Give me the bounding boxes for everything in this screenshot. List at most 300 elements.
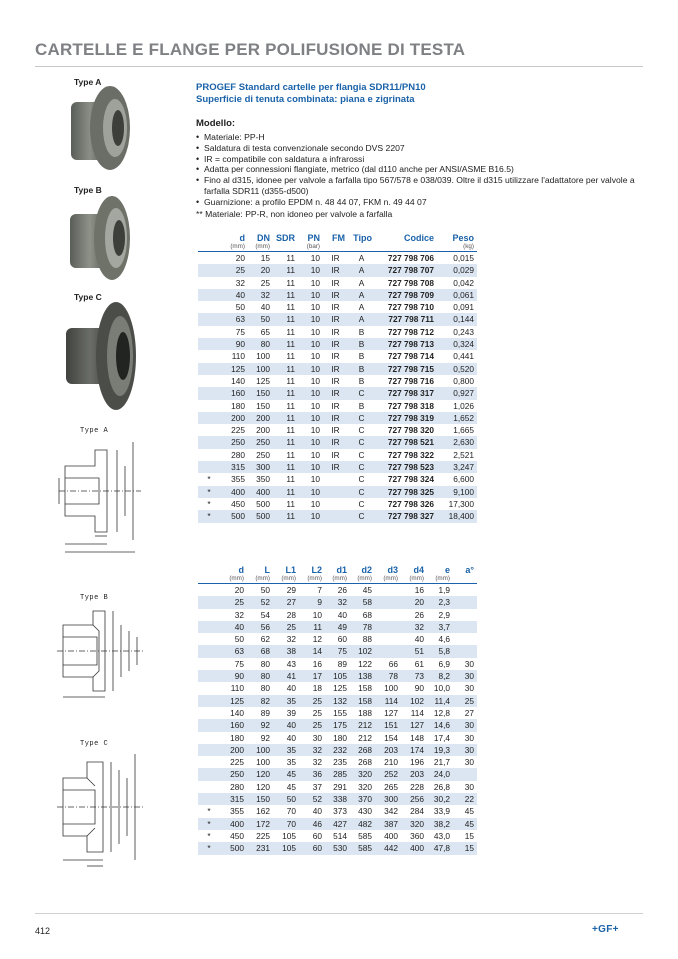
- cell-d2: 188: [358, 707, 372, 718]
- footer-divider: [35, 913, 643, 914]
- table-row: [198, 313, 477, 325]
- cell-l: 52: [247, 596, 273, 608]
- cell-tipo: A: [348, 289, 375, 301]
- cell-tipo: B: [358, 326, 365, 337]
- cell-d4: 360: [410, 830, 424, 841]
- cell-tipo: A: [348, 313, 375, 325]
- feature-item: • Fino al d315, idonee per valvole a farfalla tipo 567/578 e 038/039. Oltre il d315 utilizzare l'adattatore per valvole a farfalla SDR11 (d355-d500): [196, 175, 636, 197]
- cell-fm: IR: [331, 449, 340, 460]
- cell-d2: 122: [358, 658, 372, 669]
- cell-d1: 40: [337, 609, 347, 620]
- cell-sdr: 11: [273, 436, 298, 448]
- cell-l1: 45: [286, 781, 296, 792]
- cell-e: 17,4: [433, 732, 450, 743]
- table-row: [198, 363, 477, 375]
- cell-l1: 41: [273, 670, 299, 682]
- cell-l2: 52: [299, 793, 325, 805]
- cell-a: [453, 584, 477, 597]
- cell-d4: 90: [414, 683, 424, 694]
- table-row: [198, 719, 477, 731]
- cell-d: 315: [220, 461, 248, 473]
- cell-codice: 727 798 715: [375, 363, 437, 375]
- cell-e: 4,6: [438, 634, 450, 645]
- table-row: [198, 621, 477, 633]
- cell-e: 24,0: [427, 768, 453, 780]
- cell-tipo: B: [358, 375, 365, 386]
- col-header-d1: d1: [336, 565, 347, 575]
- cell-l1: 40: [286, 683, 296, 694]
- model-heading: Modello:: [196, 118, 236, 129]
- unit-l1: (mm): [273, 575, 299, 584]
- cell-fm: [323, 486, 348, 498]
- cell-l: 89: [260, 707, 270, 718]
- cell-peso: 9,100: [437, 486, 477, 498]
- cell-l2: 60: [299, 842, 325, 854]
- cell-l2: 32: [312, 757, 322, 768]
- cell-e: 11,4: [427, 695, 453, 707]
- cell-sdr: 11: [286, 351, 296, 362]
- cell-tipo: C: [348, 461, 375, 473]
- cell-d2: 138: [350, 670, 375, 682]
- type-b-photo: [66, 190, 134, 285]
- cell-d: 450: [230, 830, 244, 841]
- cell-a: 15: [453, 842, 477, 854]
- cell-mark: [198, 424, 220, 436]
- unit-d1: (mm): [325, 575, 350, 584]
- col-header-l2: L2: [311, 565, 322, 575]
- table-row: [198, 277, 477, 289]
- cell-l2: 17: [299, 670, 325, 682]
- cell-a: 30: [464, 732, 474, 743]
- cell-e: 10,0: [433, 683, 450, 694]
- cell-a: [453, 768, 477, 780]
- cell-l: 120: [256, 781, 270, 792]
- cell-d2: 58: [350, 596, 375, 608]
- table-row: [198, 486, 477, 498]
- cell-mark: [198, 400, 220, 412]
- cell-pn: 10: [298, 461, 323, 473]
- cell-l1: 28: [286, 609, 296, 620]
- cell-l: 82: [247, 695, 273, 707]
- cell-l2: 18: [312, 683, 322, 694]
- cell-codice: 727 798 714: [387, 351, 435, 362]
- cell-d3: [375, 633, 401, 645]
- cell-pn: 10: [298, 338, 323, 350]
- cell-l: 231: [247, 842, 273, 854]
- cell-codice: 727 798 326: [387, 498, 435, 509]
- unit-dn: (mm): [248, 243, 273, 252]
- cell-d2: 268: [358, 757, 372, 768]
- cell-sdr: 11: [273, 461, 298, 473]
- cell-l: 80: [260, 683, 270, 694]
- cell-d: 90: [220, 670, 247, 682]
- cell-l2: 46: [299, 818, 325, 830]
- cell-pn: 10: [310, 351, 321, 362]
- cell-l2: 14: [299, 645, 325, 657]
- cell-d3: 78: [375, 670, 401, 682]
- feature-item: • Adatta per connessioni flangiate, metrico (dal d110 anche per ANSI/ASME B16.5): [196, 164, 636, 175]
- cell-d4: 16: [414, 585, 424, 595]
- cell-sdr: 11: [273, 289, 298, 301]
- cell-fm: IR: [323, 363, 348, 375]
- cell-sdr: 11: [273, 338, 298, 350]
- cell-d3: 154: [384, 732, 398, 743]
- cell-mark: *: [207, 830, 211, 841]
- table-row: [198, 805, 477, 817]
- cell-d3: 300: [375, 793, 401, 805]
- cell-dn: 100: [248, 363, 273, 375]
- cell-d: 225: [230, 757, 244, 768]
- cell-pn: 10: [310, 400, 321, 411]
- cell-l2: 25: [312, 707, 322, 718]
- drawing-type-a-label: Type A: [80, 427, 109, 435]
- cell-d: 140: [230, 707, 244, 718]
- order-table: [198, 233, 477, 523]
- cell-d: 450: [231, 498, 245, 509]
- cell-mark: [198, 633, 220, 645]
- cell-pn: 10: [310, 425, 321, 436]
- col-header-d3: d3: [387, 565, 398, 575]
- cell-l1: 29: [286, 585, 296, 595]
- cell-mark: *: [198, 818, 220, 830]
- type-c-photo: [62, 298, 142, 413]
- cell-e: 43,0: [433, 830, 450, 841]
- cell-tipo: B: [348, 338, 375, 350]
- cell-d4: 114: [410, 707, 424, 718]
- cell-d1: 180: [333, 732, 347, 743]
- order-table-body: [198, 252, 477, 523]
- cell-tipo: A: [348, 264, 375, 276]
- cell-mark: [198, 707, 220, 719]
- cell-l1: 38: [273, 645, 299, 657]
- cell-codice: 727 798 709: [375, 289, 437, 301]
- cell-d: 25: [220, 264, 248, 276]
- cell-peso: 2,630: [437, 436, 477, 448]
- cell-d3: 210: [384, 757, 398, 768]
- cell-mark: *: [207, 498, 211, 509]
- cell-d: 180: [231, 400, 245, 411]
- table-units-row: [198, 243, 477, 252]
- cell-fm: IR: [323, 338, 348, 350]
- cell-e: 47,8: [427, 842, 453, 854]
- cell-codice: 727 798 322: [387, 449, 435, 460]
- cell-l: 92: [260, 732, 270, 743]
- cell-d: 225: [231, 425, 245, 436]
- cell-mark: *: [198, 842, 220, 854]
- cell-dn: 500: [248, 510, 273, 522]
- cell-codice: 727 798 521: [375, 436, 437, 448]
- cell-l1: 40: [286, 732, 296, 743]
- table-row: [198, 301, 477, 313]
- cell-d3: 203: [375, 744, 401, 756]
- cell-codice: 727 798 327: [375, 510, 437, 522]
- table-row: [198, 756, 477, 768]
- cell-d3: [375, 584, 401, 597]
- col-header-a: a°: [465, 565, 474, 575]
- cell-l: 120: [247, 768, 273, 780]
- cell-a: [453, 633, 477, 645]
- cell-d4: 26: [414, 609, 424, 620]
- cell-l2: 37: [312, 781, 322, 792]
- table-row: [198, 609, 477, 621]
- cell-d1: 291: [333, 781, 347, 792]
- col-header-d2: d2: [361, 565, 372, 575]
- cell-codice: 727 798 707: [375, 264, 437, 276]
- drawing-type-b-label: Type B: [80, 594, 109, 602]
- cell-l2: 30: [312, 732, 322, 743]
- col-header-d4: d4: [413, 565, 424, 575]
- cell-e: 8,2: [427, 670, 453, 682]
- cell-l2: 32: [299, 744, 325, 756]
- cell-fm: [323, 473, 348, 485]
- cell-d: 90: [220, 338, 248, 350]
- cell-d1: 32: [325, 596, 350, 608]
- cell-l2: 60: [312, 830, 322, 841]
- cell-mark: [198, 387, 220, 399]
- cell-d2: 268: [350, 744, 375, 756]
- table-row: [198, 658, 477, 670]
- page-title: CARTELLE E FLANGE PER POLIFUSIONE DI TESTA: [35, 40, 466, 59]
- cell-codice: 727 798 716: [387, 375, 435, 386]
- unit-d2: (mm): [350, 575, 375, 584]
- cell-dn: 80: [248, 338, 273, 350]
- cell-pn: 10: [298, 436, 323, 448]
- cell-d4: 51: [401, 645, 427, 657]
- table-row: [198, 473, 477, 485]
- table-row: [198, 768, 477, 780]
- cell-sdr: 11: [286, 302, 296, 313]
- cell-d2: 78: [350, 621, 375, 633]
- cell-l1: 35: [286, 757, 296, 768]
- cell-l1: 43: [286, 658, 296, 669]
- cell-pn: 10: [310, 498, 321, 509]
- cell-mark: [198, 363, 220, 375]
- cell-codice: 727 798 318: [387, 400, 435, 411]
- cell-peso: 0,324: [437, 338, 477, 350]
- cell-fm: IR: [323, 313, 348, 325]
- cell-peso: 0,243: [453, 326, 475, 337]
- cell-fm: IR: [323, 387, 348, 399]
- cell-peso: 3,247: [437, 461, 477, 473]
- cell-tipo: B: [358, 351, 365, 362]
- table-row: [198, 781, 477, 793]
- cell-e: 21,7: [433, 757, 450, 768]
- cell-l: 50: [260, 585, 270, 595]
- cell-l2: 7: [317, 585, 322, 595]
- cell-peso: 0,144: [437, 313, 477, 325]
- cell-d2: 158: [350, 695, 375, 707]
- cell-d: 125: [220, 363, 248, 375]
- cell-tipo: C: [358, 449, 365, 460]
- cell-peso: 0,520: [437, 363, 477, 375]
- cell-fm: IR: [331, 351, 340, 362]
- cell-d1: 373: [333, 806, 347, 817]
- cell-l: 92: [247, 719, 273, 731]
- cell-mark: [198, 609, 220, 621]
- cell-l: 172: [247, 818, 273, 830]
- material-note: ** Materiale: PP-R, non idoneo per valvole a farfalla: [196, 208, 393, 219]
- cell-l1: 105: [282, 830, 296, 841]
- cell-mark: [198, 768, 220, 780]
- table-header-row: [198, 565, 477, 575]
- cell-d: 20: [235, 253, 245, 263]
- cell-d2: 68: [362, 609, 372, 620]
- cell-a: 30: [453, 744, 477, 756]
- cell-l1: 35: [273, 695, 299, 707]
- cell-mark: [198, 793, 220, 805]
- cell-d1: 514: [333, 830, 347, 841]
- cell-sdr: 11: [286, 400, 296, 411]
- cell-d2: 45: [362, 585, 372, 595]
- cell-d: 160: [220, 387, 248, 399]
- cell-d: 20: [234, 585, 244, 595]
- cell-fm: IR: [323, 264, 348, 276]
- col-header-d: d: [238, 565, 244, 575]
- cell-fm: [323, 498, 348, 510]
- cell-pn: 10: [310, 277, 321, 288]
- cell-pn: 10: [298, 486, 323, 498]
- cell-sdr: 11: [286, 326, 296, 337]
- cell-l2: 12: [312, 634, 322, 645]
- cell-peso: 0,800: [453, 375, 475, 386]
- cell-l: 56: [247, 621, 273, 633]
- cell-d: 355: [230, 806, 244, 817]
- table-units-row: [198, 575, 477, 584]
- table-row: [198, 645, 477, 657]
- unit-d3: (mm): [375, 575, 401, 584]
- cell-d4: 256: [401, 793, 427, 805]
- cell-mark: [198, 596, 220, 608]
- cell-sdr: 11: [286, 449, 296, 460]
- cell-dn: 400: [248, 486, 273, 498]
- cell-tipo: A: [358, 277, 365, 288]
- cell-fm: [323, 510, 348, 522]
- col-header-fm: FM: [332, 233, 346, 243]
- cell-d3: [375, 645, 401, 657]
- cell-tipo: C: [348, 436, 375, 448]
- cell-l1: 39: [286, 707, 296, 718]
- cell-peso: 6,600: [453, 474, 475, 485]
- cell-l1: 70: [273, 818, 299, 830]
- cell-mark: [198, 277, 220, 289]
- cell-a: 45: [464, 806, 474, 817]
- cell-mark: [198, 781, 220, 793]
- cell-d: 32: [234, 609, 244, 620]
- photo-type-a-label: Type A: [74, 77, 102, 87]
- cell-pn: 10: [298, 363, 323, 375]
- cell-d4: 20: [401, 596, 427, 608]
- table-row: [198, 732, 477, 744]
- cell-tipo: C: [348, 412, 375, 424]
- cell-dn: 150: [256, 400, 270, 411]
- cell-d3: [375, 596, 401, 608]
- cell-mark: [198, 645, 220, 657]
- col-header-tipo: Tipo: [353, 233, 373, 243]
- cell-a: [453, 609, 477, 621]
- cell-d: 63: [220, 645, 247, 657]
- cell-l1: 32: [286, 634, 296, 645]
- cell-peso: 17,300: [448, 498, 475, 509]
- cell-sdr: 11: [286, 253, 296, 263]
- table-row: [198, 695, 477, 707]
- cell-a: 30: [464, 757, 474, 768]
- cell-d4: 40: [414, 634, 424, 645]
- cell-l1: 45: [273, 768, 299, 780]
- cell-d4: 174: [401, 744, 427, 756]
- table-row: [198, 375, 477, 387]
- cell-e: 12,8: [433, 707, 450, 718]
- cell-mark: [198, 436, 220, 448]
- product-subtitle-1: PROGEF Standard cartelle per flangia SDR11/PN10: [196, 82, 426, 93]
- cell-d4: 32: [401, 621, 427, 633]
- cell-d: 280: [231, 449, 245, 460]
- cell-d2: 585: [350, 842, 375, 854]
- cell-sdr: 11: [273, 510, 298, 522]
- cell-pn: 10: [310, 326, 321, 337]
- cell-l1: 50: [273, 793, 299, 805]
- cell-mark: [198, 732, 220, 744]
- cell-d3: 342: [384, 806, 398, 817]
- cell-tipo: B: [348, 363, 375, 375]
- cell-codice: 727 798 712: [387, 326, 435, 337]
- cell-fm: IR: [323, 289, 348, 301]
- table-row: [198, 830, 477, 842]
- cell-pn: 10: [298, 313, 323, 325]
- table-row: [198, 449, 477, 461]
- cell-e: 19,3: [427, 744, 453, 756]
- cell-codice: 727 798 317: [375, 387, 437, 399]
- cell-codice: 727 798 523: [375, 461, 437, 473]
- cell-peso: 18,400: [437, 510, 477, 522]
- unit-d: (mm): [220, 243, 248, 252]
- cell-peso: 1,026: [453, 400, 475, 411]
- cell-a: 30: [464, 683, 474, 694]
- table-row: [198, 596, 477, 608]
- cell-fm: IR: [331, 253, 340, 263]
- cell-l2: 9: [299, 596, 325, 608]
- cell-dn: 50: [248, 313, 273, 325]
- cell-e: 26,8: [433, 781, 450, 792]
- cell-mark: [198, 264, 220, 276]
- cell-d3: 252: [375, 768, 401, 780]
- table-row: [198, 400, 477, 412]
- cell-tipo: C: [348, 387, 375, 399]
- cell-d: 400: [220, 486, 248, 498]
- cell-e: 2,3: [427, 596, 453, 608]
- feature-item: • Saldatura di testa convenzionale secondo DVS 2207: [196, 143, 636, 154]
- cell-l: 80: [247, 670, 273, 682]
- cell-l1: 27: [273, 596, 299, 608]
- cell-d4: 320: [401, 818, 427, 830]
- cell-mark: [198, 744, 220, 756]
- cell-d1: 26: [337, 585, 347, 595]
- cell-d: 355: [231, 474, 245, 485]
- cell-l: 54: [260, 609, 270, 620]
- cell-fm: IR: [323, 436, 348, 448]
- title-divider: [35, 66, 643, 67]
- cell-d2: 158: [358, 683, 372, 694]
- cell-peso: 0,042: [453, 277, 475, 288]
- cell-d4: 196: [410, 757, 424, 768]
- cell-pn: 10: [298, 412, 323, 424]
- cell-a: 22: [453, 793, 477, 805]
- cell-pn: 10: [298, 510, 323, 522]
- cell-a: 30: [453, 670, 477, 682]
- cell-peso: 0,061: [437, 289, 477, 301]
- cell-fm: IR: [331, 425, 340, 436]
- cell-mark: [198, 695, 220, 707]
- cell-mark: *: [207, 474, 211, 485]
